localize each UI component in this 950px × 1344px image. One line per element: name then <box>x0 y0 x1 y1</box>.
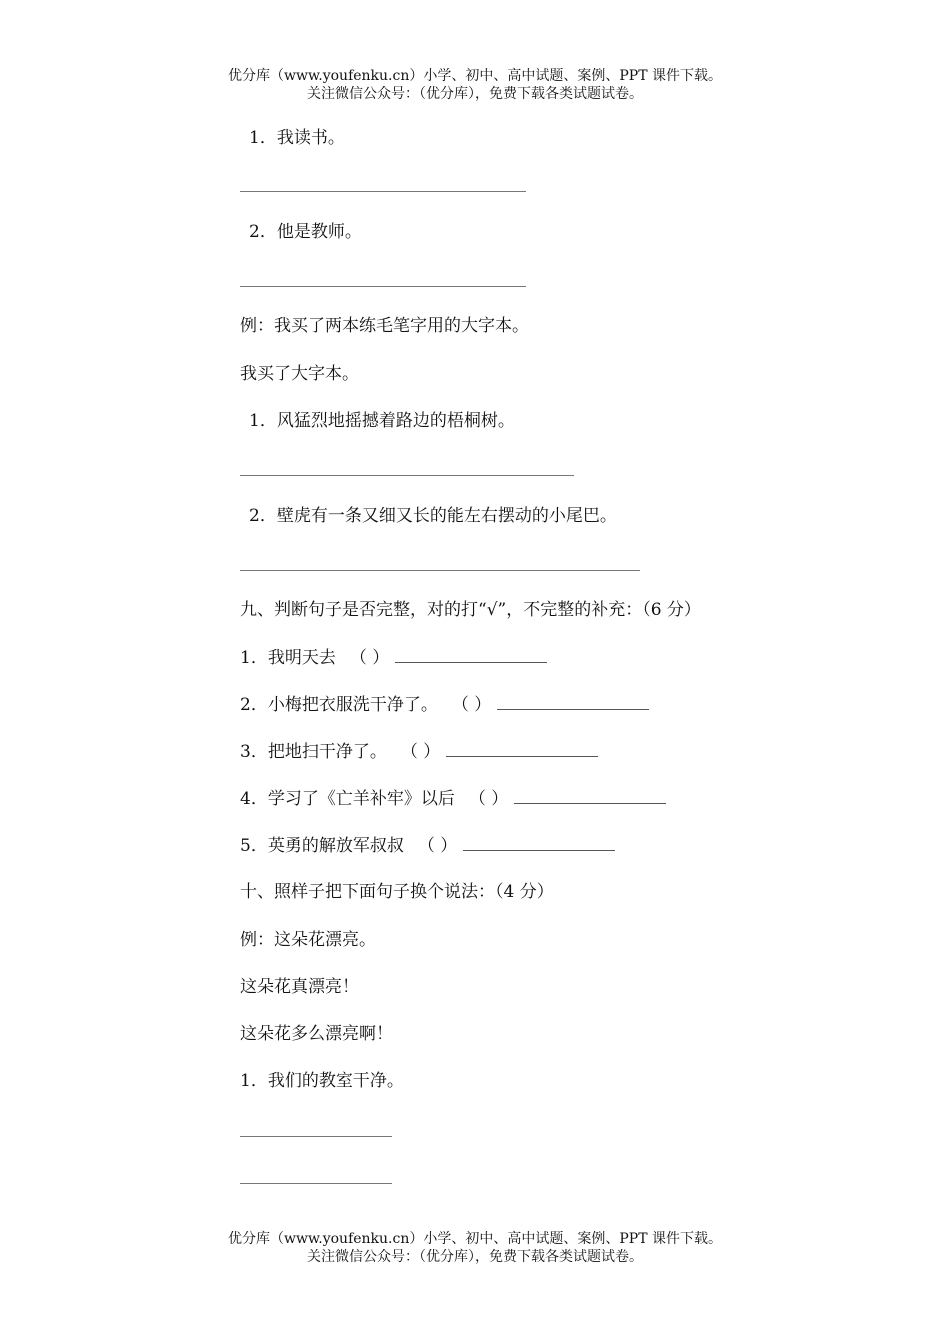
s8-answer-line-3[interactable] <box>240 475 574 476</box>
s9-item-1 <box>240 646 547 669</box>
s9-item-5-blank[interactable] <box>463 834 615 851</box>
s10-example-label: 例：这朵花漂亮。 <box>240 930 376 950</box>
s10-question-1: 1．我们的教室干净。 <box>240 1071 404 1091</box>
s9-item-5-text: 5．英勇的解放军叔叔 <box>240 836 404 856</box>
footer-line-1: 优分库（www.youfenku.cn）小学、初中、高中试题、案例、PPT 课件下载。 <box>227 1231 722 1247</box>
page-footer <box>0 1230 950 1266</box>
s8-example-answer: 我买了大字本。 <box>240 364 359 384</box>
footer-line-2: 关注微信公众号：（优分库），免费下载各类试题试卷。 <box>307 1249 643 1265</box>
s8-answer-line-4[interactable] <box>240 570 640 571</box>
header-line-1: 优分库（www.youfenku.cn）小学、初中、高中试题、案例、PPT 课件下载。 <box>227 68 722 84</box>
s9-item-3-paren[interactable]: （ ） <box>400 742 441 762</box>
s9-item-2 <box>240 693 649 716</box>
s9-item-4-paren[interactable]: （ ） <box>468 789 509 809</box>
s8-example-label: 例：我买了两本练毛笔字用的大字本。 <box>240 316 529 336</box>
s10-title: 十、照样子把下面句子换个说法：（4 分） <box>240 882 554 902</box>
s8-question-1: 1．我读书。 <box>249 128 345 148</box>
s9-item-4-blank[interactable] <box>514 787 666 804</box>
s9-item-4 <box>240 787 666 810</box>
s10-example-a: 这朵花真漂亮！ <box>240 977 359 997</box>
s9-title: 九、判断句子是否完整，对的打“√”，不完整的补充：（6 分） <box>240 600 701 620</box>
s9-item-1-blank[interactable] <box>395 646 547 663</box>
s8-question-4: 2．壁虎有一条又细又长的能左右摆动的小尾巴。 <box>249 506 617 526</box>
s9-item-3 <box>240 740 598 763</box>
s9-item-2-text: 2．小梅把衣服洗干净了。 <box>240 695 438 715</box>
s9-item-4-text: 4．学习了《亡羊补牢》以后 <box>240 789 455 809</box>
s9-item-3-text: 3．把地扫干净了。 <box>240 742 387 762</box>
s10-answer-line-1[interactable] <box>240 1136 392 1137</box>
s8-question-3: 1．风猛烈地摇撼着路边的梧桐树。 <box>249 411 515 431</box>
s8-answer-line-1[interactable] <box>240 191 526 192</box>
s8-answer-line-2[interactable] <box>240 286 526 287</box>
page-header <box>0 67 950 103</box>
s9-item-2-paren[interactable]: （ ） <box>451 695 492 715</box>
s9-item-1-text: 1．我明天去 <box>240 648 336 668</box>
s9-item-1-paren[interactable]: （ ） <box>349 648 390 668</box>
s9-item-3-blank[interactable] <box>446 740 598 757</box>
s10-example-b: 这朵花多么漂亮啊！ <box>240 1024 393 1044</box>
s9-item-2-blank[interactable] <box>497 693 649 710</box>
s8-question-2: 2．他是教师。 <box>249 222 362 242</box>
s9-item-5 <box>240 834 615 857</box>
s9-item-5-paren[interactable]: （ ） <box>417 836 458 856</box>
s10-answer-line-2[interactable] <box>240 1183 392 1184</box>
header-line-2: 关注微信公众号：（优分库），免费下载各类试题试卷。 <box>307 86 643 102</box>
